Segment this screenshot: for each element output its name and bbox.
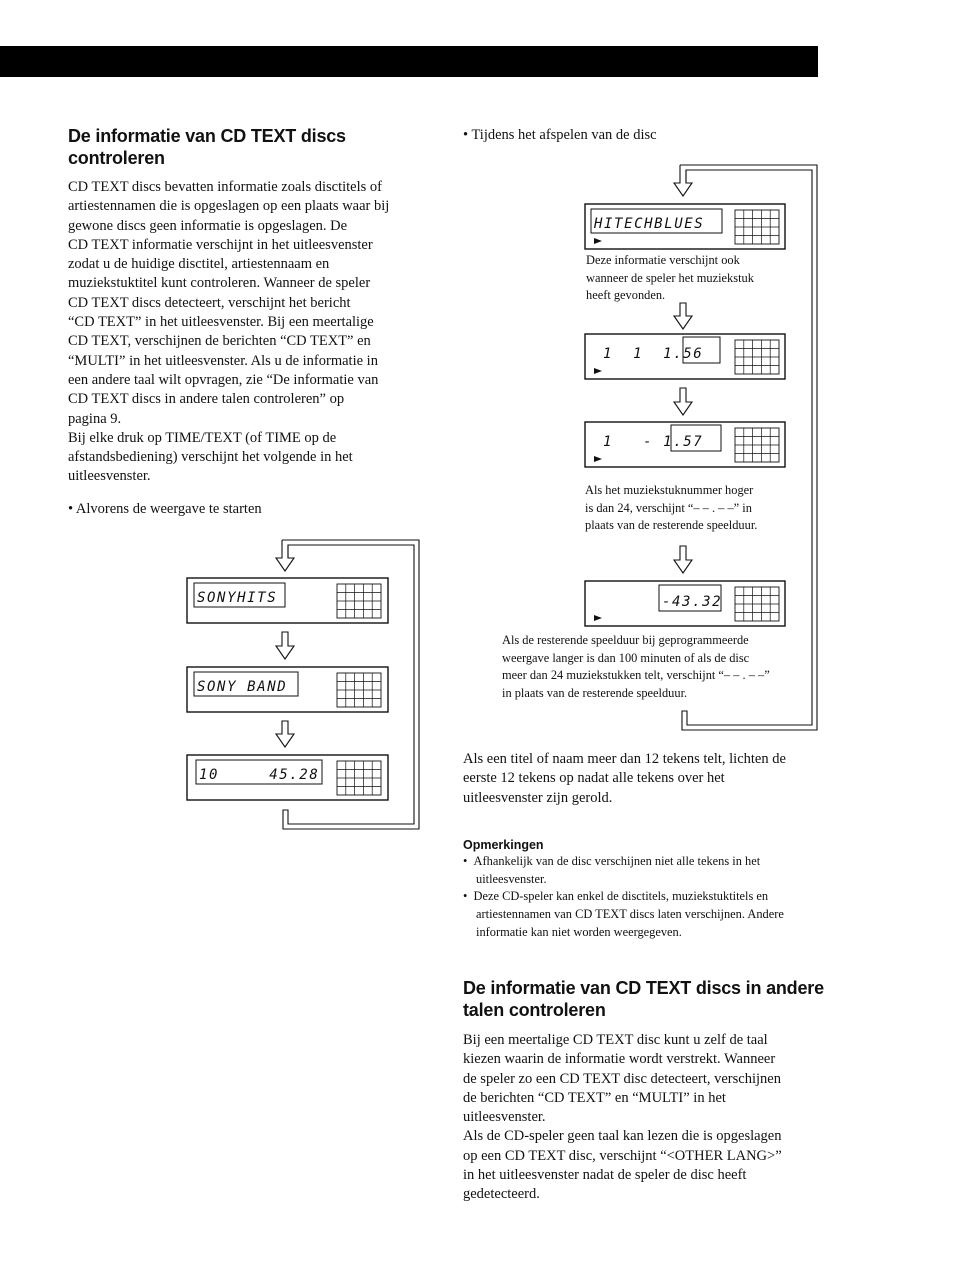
section-heading: De informatie van CD TEXT discs controleren <box>68 126 346 168</box>
intro-paragraph: CD TEXT discs bevatten informatie zoals disctitels of artiestennamen die is opgeslagen op een plaats waar bij gewone discs geen informatie is opgeslagen. De CD TEXT informatie verschijnt in het uitleesvenster zodat u de huidige disctitel, artiestennaam en muziekstuktitel kunt controleren. Wanneer de speler CD TEXT discs detecteert, verschijnt het bericht “CD TEXT” in het uitleesvenster. Bij een meertalige CD TEXT, verschijnen de berichten “CD TEXT” en “MULTI” in het uitleesvenster. Als u de informatie in een andere taal wilt opvragen, zie “De informatie van CD TEXT discs in andere talen controleren” op pagina 9. Bij elke druk op TIME/TEXT (of TIME op de afstandsbediening) verschijnt het volgende in het uitleesvenster. <box>68 179 390 485</box>
display-r2 <box>585 334 785 379</box>
display-1 <box>187 578 388 623</box>
display-sequence-diagram-left <box>180 535 425 835</box>
header-bar <box>0 46 818 77</box>
caption-track-over-24: Als het muziekstuknummer hoger is dan 24, verschijnt “– – . – –” in plaats van de resterende speelduur. <box>585 483 758 533</box>
note-item: • Afhankelijk van de disc verschijnen niet alle tekens in het uitleesvenster. <box>463 854 761 886</box>
display-2 <box>187 667 388 712</box>
bullet-before-playback: • Alvorens de weergave te starten <box>68 501 262 517</box>
display-r2-text: 1 1 1.56 <box>603 346 704 362</box>
display-3 <box>187 755 388 800</box>
languages-paragraph: Bij een meertalige CD TEXT disc kunt u zelf de taal kiezen waarin de informatie wordt verstrekt. Wanneer de speler zo een CD TEXT disc detecteert, verschijnen de berichten “CD TEXT” en “MULTI” in het uitleesvenster. Als de CD-speler geen taal kan lezen die is opgeslagen op een CD TEXT disc, verschijnt “<OTHER LANG>” in het uitleesvenster nadat de speler de disc heeft gedetecteerd. <box>463 1032 782 1203</box>
display-r1 <box>585 204 785 249</box>
title-length-paragraph: Als een titel of naam meer dan 12 tekens telt, lichten de eerste 12 tekens op nadat alle tekens over het uitleesvenster zijn gerold. <box>463 751 786 806</box>
bullet-during-playback: • Tijdens het afspelen van de disc <box>463 127 657 143</box>
display-r4 <box>585 581 785 626</box>
notes-heading: Opmerkingen <box>463 838 544 852</box>
display-r1-text: HITECHBLUES <box>594 216 705 232</box>
display-3-text: 10 45.28 <box>199 767 320 783</box>
display-r3 <box>585 422 785 467</box>
section-heading-languages: De informatie van CD TEXT discs in andere talen controleren <box>463 978 824 1020</box>
display-r3-text: 1 - 1.57 <box>603 434 704 450</box>
caption-over-100-minutes: Als de resterende speelduur bij geprogrammeerde weergave langer is dan 100 minuten of als de disc meer dan 24 muziekstukken telt, verschijnt “– – . – –” in plaats van de resterende speelduur. <box>502 633 770 700</box>
note-item: • Deze CD-speler kan enkel de disctitels, muziekstuktitels en artiestennamen van CD TEXT discs laten verschijnen. Andere informatie kan niet worden weergegeven. <box>463 889 784 939</box>
display-r4-text: -43.32 <box>662 594 723 610</box>
display-2-text: SONY BAND <box>197 679 288 695</box>
caption-found-track: Deze informatie verschijnt ook wanneer de speler het muziekstuk heeft gevonden. <box>586 253 754 303</box>
display-1-text: SONYHITS <box>197 590 278 606</box>
